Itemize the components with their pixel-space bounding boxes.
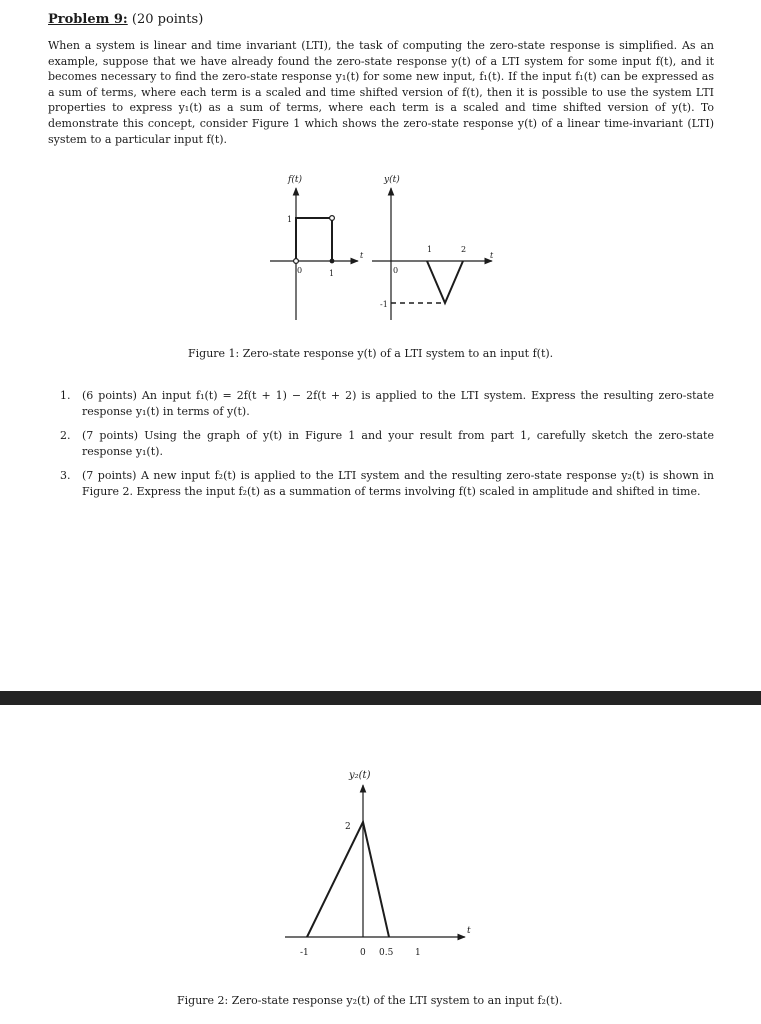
figure1-y-plot bbox=[372, 172, 502, 332]
question-3 bbox=[60, 468, 714, 499]
question-list bbox=[60, 388, 714, 509]
f-closed-bottom bbox=[330, 259, 335, 264]
f-open-top bbox=[330, 216, 335, 221]
f-tick-1: 1 bbox=[287, 215, 293, 224]
figure2-caption: Figure 2: Zero-state response y₂(t) of the LTI system to an input f₂(t). bbox=[177, 994, 563, 1007]
question-2-number: 2. bbox=[60, 429, 71, 443]
question-3-text: (7 points) A new input f₂(t) is applied to the LTI system and the resulting zero-state response y₂(t) is shown in Figure 2. Express the input f₂(t) as a summation of terms involving f(t) scaled in amplitude and shifted in time. bbox=[82, 469, 714, 498]
y-tick-x2: 2 bbox=[461, 245, 467, 254]
y-tick-x1: 1 bbox=[427, 245, 433, 254]
y2-axis-label: y₂(t) bbox=[349, 770, 371, 781]
question-1-text: (6 points) An input f₁(t) = 2f(t + 1) − 2f(t + 2) is applied to the LTI system. Express the resulting zero-state response y₁(t) in terms of y(t). bbox=[82, 389, 714, 418]
problem-title: Problem 9: bbox=[48, 12, 128, 27]
intro-paragraph: When a system is linear and time invariant (LTI), the task of computing the zero-state response is simplified. As an example, suppose that we have already found the zero-state response y(t) of a LTI system for some input f(t), and it becomes necessary to find the zero-state response y₁(t) for some new input, f₁(t). If the input f₁(t) can be expressed as a sum of terms, where each term is a scaled and time shifted version of f(t), then it is possible to use the system LTI properties to express y₁(t) as a sum of terms, where each term is a scaled and time shifted version of y(t). To demonstrate this concept, consider Figure 1 which shows the zero-state response y(t) of a linear time-invariant (LTI) system to a particular input f(t). bbox=[48, 39, 714, 146]
question-2 bbox=[60, 428, 714, 459]
y-t-label: t bbox=[490, 251, 494, 260]
y-triangle bbox=[427, 261, 463, 303]
y2-tick-xm1: -1 bbox=[300, 948, 309, 958]
f-t-label: t bbox=[360, 251, 364, 260]
figure1-f-plot bbox=[270, 172, 370, 332]
page-divider bbox=[0, 691, 761, 705]
question-1-number: 1. bbox=[60, 389, 71, 402]
f-pulse bbox=[296, 218, 332, 261]
y2-triangle bbox=[307, 822, 389, 937]
y2-tick-x1: 1 bbox=[415, 948, 421, 958]
figure1-caption: Figure 1: Zero-state response y(t) of a LTI system to an input f(t). bbox=[188, 347, 554, 360]
problem-points: (20 points) bbox=[131, 12, 204, 27]
problem-header bbox=[48, 12, 203, 27]
y2-tick-x0: 0 bbox=[360, 948, 366, 958]
question-3-number: 3. bbox=[60, 469, 71, 483]
figure2-y2-plot bbox=[285, 765, 485, 965]
y2-tick-peak: 2 bbox=[345, 822, 351, 832]
f-tick-x1: 1 bbox=[329, 269, 335, 278]
f-tick-x0: 0 bbox=[297, 266, 303, 275]
y-tick-m1: -1 bbox=[380, 300, 388, 309]
y-tick-x0: 0 bbox=[393, 266, 399, 275]
f-axis-label: f(t) bbox=[288, 175, 302, 185]
y-axis-label: y(t) bbox=[384, 175, 400, 185]
y2-tick-x05: 0.5 bbox=[379, 948, 394, 958]
f-open-origin bbox=[294, 259, 299, 264]
question-1 bbox=[60, 388, 714, 419]
question-2-text: (7 points) Using the graph of y(t) in Figure 1 and your result from part 1, carefully sketch the zero-state response y₁(t). bbox=[82, 429, 714, 458]
y2-t-label: t bbox=[467, 926, 471, 936]
